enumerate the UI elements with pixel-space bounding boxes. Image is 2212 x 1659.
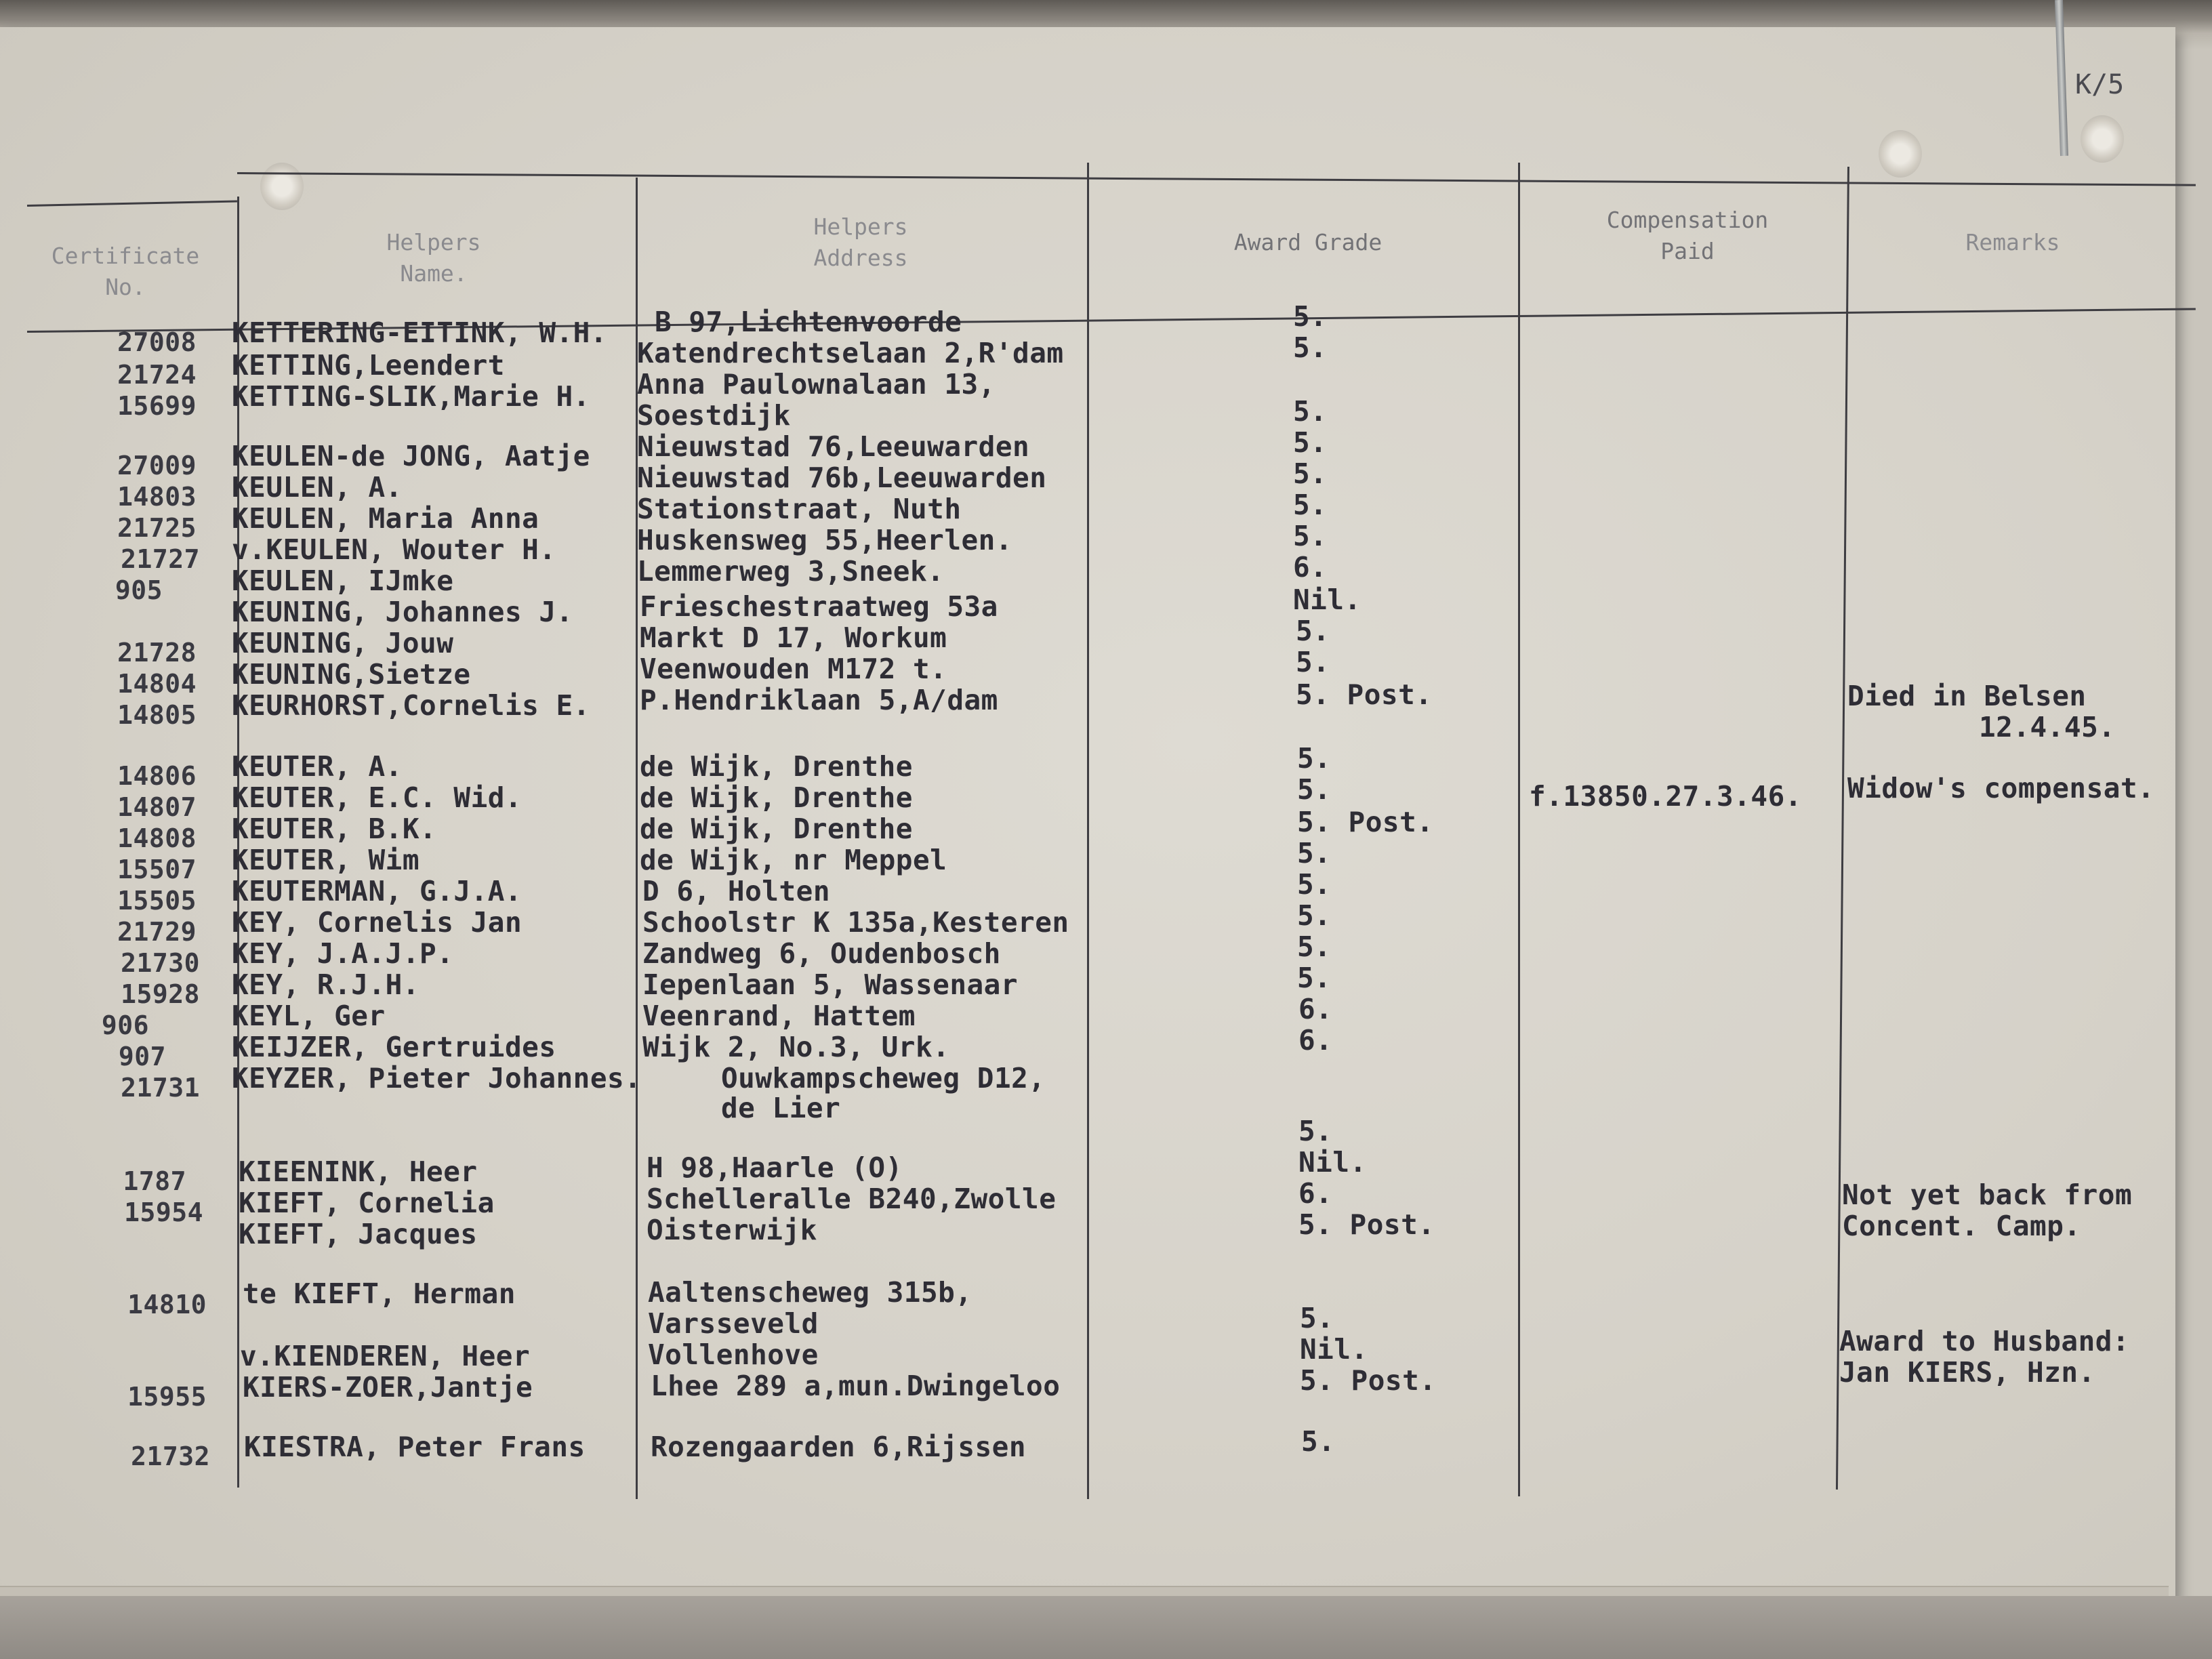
remark-line2: 12.4.45. xyxy=(1979,711,2116,743)
helper-name: KIEENINK, Heer xyxy=(239,1155,478,1188)
cert-no: 14804 xyxy=(117,669,197,699)
remark: Died in Belsen xyxy=(1847,680,2087,712)
cert-no: 21729 xyxy=(117,917,197,947)
helper-name: KEURHORST,Cornelis E. xyxy=(232,689,590,722)
remark-line2: Concent. Camp. xyxy=(1842,1210,2081,1242)
cert-no: 14810 xyxy=(127,1290,207,1319)
helper-address: de Wijk, nr Meppel xyxy=(640,844,947,876)
helper-address: B 97,Lichtenvoorde xyxy=(655,306,962,338)
header-helpers-address: Helpers Address xyxy=(813,213,908,271)
punch-hole-far-right xyxy=(2081,115,2124,163)
helper-name: KETTING-SLIK,Marie H. xyxy=(232,380,590,413)
helper-address: Aaltenscheweg 315b, xyxy=(648,1276,972,1309)
header-remarks: Remarks xyxy=(1965,229,2060,255)
col-divider-3 xyxy=(1087,163,1089,1499)
helper-address: Huskensweg 55,Heerlen. xyxy=(637,524,1013,556)
award-grade: 5. xyxy=(1293,300,1328,333)
helper-address: Vollenhove xyxy=(648,1338,819,1371)
award-grade: 5. Post. xyxy=(1297,806,1434,838)
cert-no: 21731 xyxy=(121,1073,200,1103)
helper-address: P.Hendriklaan 5,A/dam xyxy=(640,684,998,716)
helper-address: de Wijk, Drenthe xyxy=(640,813,913,845)
award-grade: 5. xyxy=(1296,615,1330,647)
remark-line2: Jan KIERS, Hzn. xyxy=(1839,1356,2095,1389)
helper-address: Rozengaarden 6,Rijssen xyxy=(651,1431,1027,1463)
helper-name: KEUTER, E.C. Wid. xyxy=(232,781,523,814)
helper-address-line2: Soestdijk xyxy=(637,399,791,432)
cert-no: 15505 xyxy=(117,886,197,916)
award-grade: 5. xyxy=(1293,489,1328,521)
cert-no: 15954 xyxy=(124,1197,203,1227)
award-grade: 5. xyxy=(1293,331,1328,364)
cert-no: 15699 xyxy=(117,391,197,421)
award-grade: 5. xyxy=(1297,742,1332,775)
col-divider-5 xyxy=(1836,167,1849,1490)
cert-no: 21725 xyxy=(117,513,197,543)
underlying-sheet xyxy=(0,1596,2212,1659)
award-grade: 6. xyxy=(1293,551,1328,583)
award-grade: 5. xyxy=(1293,426,1328,459)
cert-no: 27008 xyxy=(117,327,197,357)
cert-no: 14803 xyxy=(117,482,197,512)
helper-name: KEUNING, Jouw xyxy=(232,627,454,659)
helper-address: Lemmerweg 3,Sneek. xyxy=(637,555,945,588)
helper-address: Veenrand, Hattem xyxy=(642,1000,916,1032)
helper-address: Schelleralle B240,Zwolle xyxy=(647,1183,1057,1215)
helper-name: KEULEN-de JONG, Aatje xyxy=(232,440,590,472)
helper-name: te KIEFT, Herman xyxy=(243,1277,516,1310)
cert-no: 21728 xyxy=(117,638,197,668)
cert-no: 21724 xyxy=(117,360,197,390)
helper-name: KEUTER, Wim xyxy=(232,844,420,876)
helper-name: KEY, J.A.J.P. xyxy=(232,937,454,970)
remark: Award to Husband: xyxy=(1839,1325,2130,1357)
helper-address: Wijk 2, No.3, Urk. xyxy=(642,1031,950,1063)
award-grade: 5. xyxy=(1298,1115,1333,1147)
award-grade: 5. xyxy=(1297,930,1332,963)
award-grade: 5. xyxy=(1297,868,1332,901)
helper-address: Nieuwstad 76,Leeuwarden xyxy=(637,430,1030,463)
award-grade: 5. xyxy=(1296,646,1330,678)
cert-no: 905 xyxy=(115,575,163,605)
cert-no: 21727 xyxy=(121,544,200,574)
award-grade: 5. xyxy=(1293,457,1328,490)
helper-address: Katendrechtselaan 2,R'dam xyxy=(637,337,1064,369)
helper-address: Stationstraat, Nuth xyxy=(637,493,962,525)
compensation-paid: f.13850.27.3.46. xyxy=(1529,780,1802,813)
cert-no: 21730 xyxy=(121,948,200,978)
helper-address: de Wijk, Drenthe xyxy=(640,750,913,783)
helper-name: KEULEN, A. xyxy=(232,471,403,504)
award-grade: Nil. xyxy=(1300,1333,1368,1366)
remark: Widow's compensat. xyxy=(1847,772,2155,804)
col-divider-4 xyxy=(1518,163,1520,1496)
cert-no: 906 xyxy=(101,1010,149,1040)
helper-address: D 6, Holten xyxy=(642,875,831,907)
cert-no: 21732 xyxy=(131,1441,210,1471)
helper-name: v.KEULEN, Wouter H. xyxy=(232,533,556,566)
helper-address: Nieuwstad 76b,Leeuwarden xyxy=(637,462,1047,494)
helper-address: de Wijk, Drenthe xyxy=(640,781,913,814)
award-grade: 5. xyxy=(1293,395,1328,428)
helper-address: Anna Paulownalaan 13, xyxy=(637,368,996,401)
punch-hole-left xyxy=(260,163,304,210)
helper-name: KIEFT, Jacques xyxy=(239,1218,478,1250)
helper-name: KEY, Cornelis Jan xyxy=(232,906,523,939)
helper-name: KIESTRA, Peter Frans xyxy=(244,1431,586,1463)
award-grade: 6. xyxy=(1298,1024,1333,1057)
helper-name: KEY, R.J.H. xyxy=(232,968,420,1001)
cert-no: 907 xyxy=(118,1042,166,1071)
helper-name: KEUNING,Sietze xyxy=(232,658,471,691)
award-grade: 6. xyxy=(1298,993,1333,1025)
helper-address: Zandweg 6, Oudenbosch xyxy=(642,937,1001,970)
header-award-grade: Award Grade xyxy=(1233,229,1382,255)
helper-name: KEULEN, IJmke xyxy=(232,565,454,597)
punch-hole-right xyxy=(1879,130,1922,178)
award-grade: 5. xyxy=(1297,773,1332,806)
helper-address: Ouwkampscheweg D12, xyxy=(721,1062,1046,1094)
helper-name: KEUTERMAN, G.J.A. xyxy=(232,875,523,907)
helper-address-line2: Varsseveld xyxy=(648,1307,819,1340)
award-grade: Nil. xyxy=(1298,1146,1367,1179)
helper-name: v.KIENDEREN, Heer xyxy=(240,1340,531,1372)
helper-name: KIEFT, Cornelia xyxy=(239,1187,495,1219)
award-grade: 5. xyxy=(1297,962,1332,994)
award-grade: 5. Post. xyxy=(1296,678,1433,711)
helper-address: Lhee 289 a,mun.Dwingeloo xyxy=(651,1370,1061,1402)
ledger-sheet xyxy=(0,27,2175,1613)
remark: Not yet back from xyxy=(1842,1179,2133,1211)
award-grade: 5. xyxy=(1293,520,1328,552)
sheet-reference: K/5 xyxy=(2075,69,2125,100)
helper-name: KEYZER, Pieter Johannes. xyxy=(232,1062,642,1094)
helper-name: KEUNING, Johannes J. xyxy=(232,596,573,628)
cert-no: 14806 xyxy=(117,761,197,791)
helper-address: Veenwouden M172 t. xyxy=(640,653,947,685)
helper-name: KEULEN, Maria Anna xyxy=(232,502,539,535)
helper-name: KETTING,Leendert xyxy=(232,349,505,382)
helper-address: Oisterwijk xyxy=(647,1214,817,1246)
helper-name: KETTERING-EITINK, W.H. xyxy=(232,316,608,349)
helper-name: KEUTER, A. xyxy=(232,750,403,783)
helper-address-line2: de Lier xyxy=(721,1092,841,1124)
award-grade: Nil. xyxy=(1293,583,1361,616)
award-grade: 5. Post. xyxy=(1300,1364,1437,1397)
helper-name: KEYL, Ger xyxy=(232,1000,386,1032)
award-grade: 5. xyxy=(1300,1302,1334,1334)
cert-no: 27009 xyxy=(117,451,197,480)
cert-no: 15928 xyxy=(121,979,200,1009)
cert-no: 14808 xyxy=(117,823,197,853)
header-certificate-no: Certificate No. xyxy=(51,243,200,300)
helper-name: KEIJZER, Gertruides xyxy=(232,1031,556,1063)
cert-no: 14805 xyxy=(117,700,197,730)
award-grade: 5. Post. xyxy=(1298,1208,1435,1241)
award-grade: 5. xyxy=(1297,837,1332,869)
helper-address: H 98,Haarle (O) xyxy=(647,1151,903,1184)
cert-no: 14807 xyxy=(117,792,197,822)
helper-address: Frieschestraatweg 53a xyxy=(640,590,998,623)
cert-no: 15955 xyxy=(127,1382,207,1412)
header-compensation-paid: Compensation Paid xyxy=(1606,207,1769,264)
award-grade: 6. xyxy=(1298,1177,1333,1210)
award-grade: 5. xyxy=(1301,1425,1336,1458)
helper-name: KIERS-ZOER,Jantje xyxy=(243,1371,533,1404)
award-grade: 5. xyxy=(1297,899,1332,932)
header-top-rule xyxy=(27,201,237,207)
helper-address: Iepenlaan 5, Wassenaar xyxy=(642,968,1019,1001)
helper-address: Markt D 17, Workum xyxy=(640,621,947,654)
helper-name: KEUTER, B.K. xyxy=(232,813,437,845)
header-helpers-name: Helpers Name. xyxy=(386,229,481,287)
helper-address: Schoolstr K 135a,Kesteren xyxy=(642,906,1069,939)
cert-no: 1787 xyxy=(123,1166,186,1196)
cert-no: 15507 xyxy=(117,855,197,884)
